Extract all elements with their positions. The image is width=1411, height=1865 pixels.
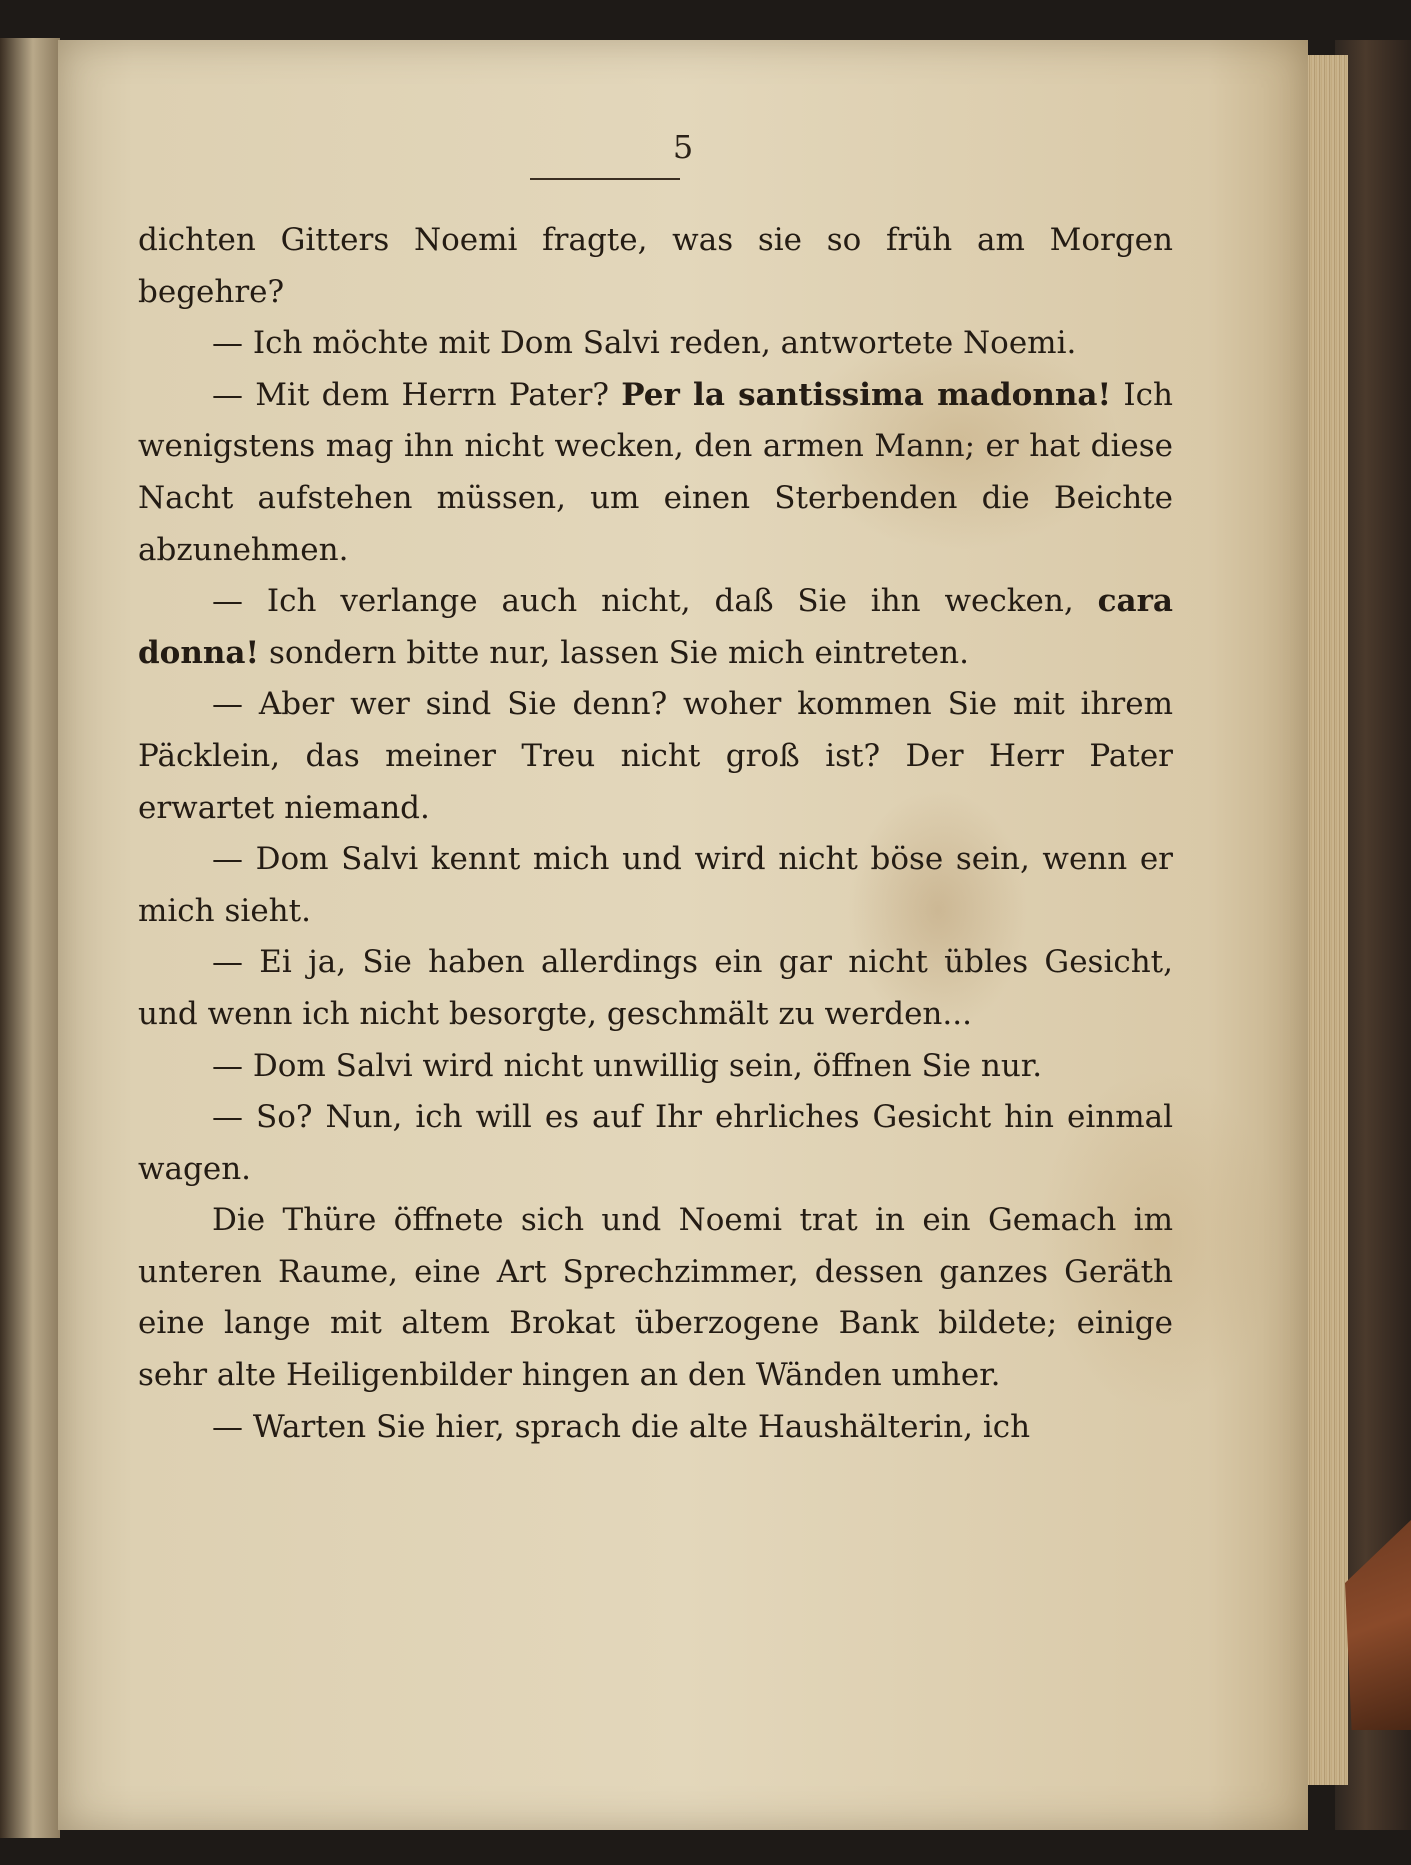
paragraph: — Ei ja, Sie haben allerdings ein gar nicht übles Gesicht, und wenn ich nicht besorgte, geschmält zu werden... [138, 944, 1173, 1032]
paragraph-text: sondern bitte nur, lassen Sie mich eintreten. [259, 634, 969, 671]
paragraph: dichten Gitters Noemi fragte, was sie so früh am Morgen begehre? [138, 222, 1173, 310]
latin-phrase: cara donna! [138, 583, 1173, 671]
body-text [138, 215, 1173, 1453]
paragraph-text: — Ich verlange auch nicht, daß Sie ihn wecken, [212, 583, 1098, 620]
book-page [58, 40, 1308, 1830]
paragraph [138, 576, 1173, 679]
latin-phrase: Per la santissima madonna! [621, 376, 1112, 413]
page-number: 5 [672, 128, 694, 166]
header-rule [530, 178, 680, 180]
paragraph: — Aber wer sind Sie denn? woher kommen Sie mit ihrem Päcklein, das meiner Treu nicht groß ist? Der Herr Pater erwartet niemand. [138, 686, 1173, 826]
paragraph-text: Ich wenigstens mag ihn nicht wecken, den armen Mann; er hat diese Nacht aufstehen müssen, um einen Sterbenden die Beichte abzunehmen. [138, 376, 1173, 568]
paragraph-text: — Mit dem Herrn Pater? [212, 376, 622, 413]
paragraph: — Dom Salvi wird nicht unwillig sein, öffnen Sie nur. [212, 1047, 1043, 1084]
paragraph: — Ich möchte mit Dom Salvi reden, antwortete Noemi. [212, 325, 1077, 362]
paragraph: — Dom Salvi kennt mich und wird nicht böse sein, wenn er mich sieht. [138, 841, 1173, 929]
left-page-edge [0, 38, 60, 1838]
paragraph: — Warten Sie hier, sprach die alte Haushälterin, ich [212, 1408, 1031, 1445]
paragraph: Die Thüre öffnete sich und Noemi trat in ein Gemach im unteren Raume, eine Art Sprechzimmer, dessen ganzes Geräth eine lange mit altem Brokat überzogene Bank bildete; einige sehr alte Heiligenbilder hingen an den Wänden umher. [138, 1202, 1173, 1394]
paragraph [138, 370, 1173, 576]
paragraph: — So? Nun, ich will es auf Ihr ehrliches Gesicht hin einmal wagen. [138, 1099, 1173, 1187]
